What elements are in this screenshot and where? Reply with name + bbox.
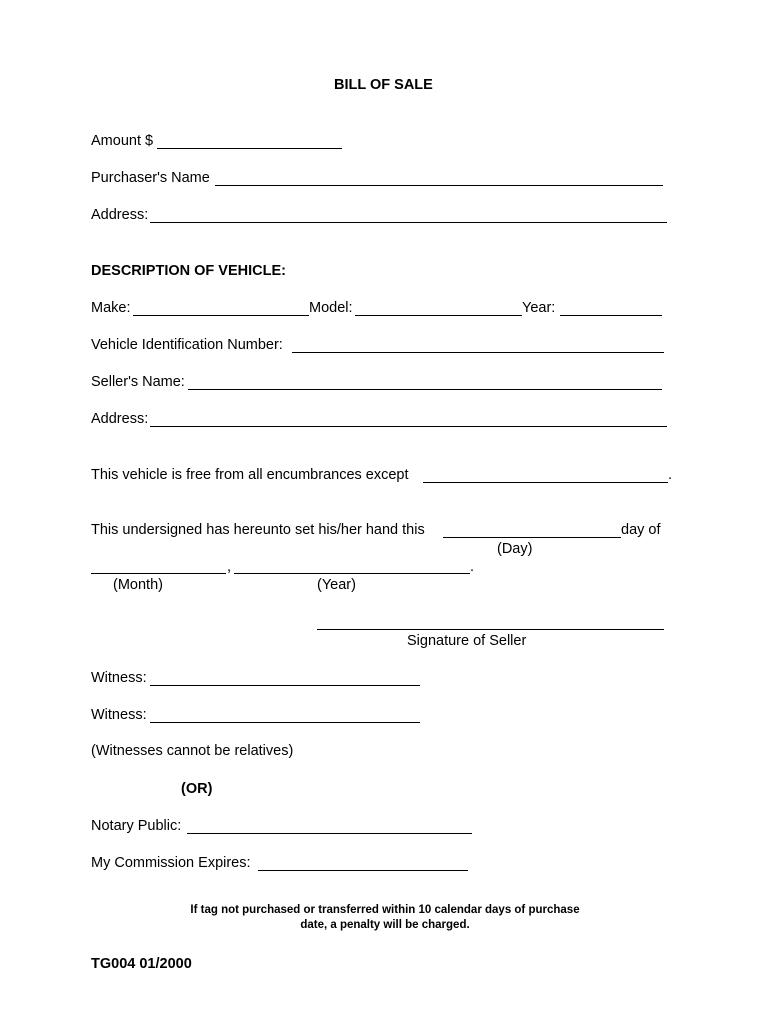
signature-caption: Signature of Seller — [407, 633, 527, 649]
amount-label: Amount $ — [91, 133, 154, 149]
commission-expires-label: My Commission Expires: — [91, 855, 251, 871]
purchaser-address-label: Address: — [91, 207, 149, 223]
witness-note: (Witnesses cannot be relatives) — [91, 743, 294, 759]
year-date-field[interactable] — [234, 573, 470, 574]
make-field[interactable] — [133, 315, 309, 316]
seller-address-field[interactable] — [150, 426, 667, 427]
purchaser-name-field[interactable] — [215, 185, 663, 186]
attestation-text: This undersigned has hereunto set his/her hand this — [91, 522, 425, 538]
witness-2-field[interactable] — [150, 722, 420, 723]
date-comma: , — [227, 559, 232, 575]
vin-label: Vehicle Identification Number: — [91, 337, 283, 353]
year-caption: (Year) — [317, 577, 356, 593]
witness-1-label: Witness: — [91, 670, 147, 686]
notary-public-field[interactable] — [187, 833, 472, 834]
day-field[interactable] — [443, 537, 621, 538]
form-id: TG004 01/2000 — [91, 956, 192, 972]
or-text: (OR) — [181, 781, 213, 797]
penalty-notice-line-2: date, a penalty will be charged. — [300, 919, 470, 931]
encumbrance-text: This vehicle is free from all encumbrances except — [91, 467, 409, 483]
witness-1-field[interactable] — [150, 685, 420, 686]
month-field[interactable] — [91, 573, 226, 574]
page-title: BILL OF SALE — [334, 77, 433, 93]
year-label: Year: — [522, 300, 556, 316]
penalty-notice-line-1: If tag not purchased or transferred within 10 calendar days of purchase — [190, 904, 580, 916]
seller-address-label: Address: — [91, 411, 149, 427]
encumbrance-period: . — [668, 467, 673, 483]
day-of-text: day of — [621, 522, 661, 538]
date-period: . — [470, 559, 475, 575]
seller-signature-field[interactable] — [317, 629, 664, 630]
seller-name-field[interactable] — [188, 389, 662, 390]
purchaser-address-field[interactable] — [150, 222, 667, 223]
commission-expires-field[interactable] — [258, 870, 468, 871]
model-field[interactable] — [355, 315, 522, 316]
amount-field[interactable] — [157, 148, 342, 149]
model-label: Model: — [309, 300, 353, 316]
day-caption: (Day) — [497, 541, 533, 557]
year-field[interactable] — [560, 315, 662, 316]
encumbrance-field[interactable] — [423, 482, 668, 483]
month-caption: (Month) — [113, 577, 163, 593]
seller-name-label: Seller's Name: — [91, 374, 185, 390]
vehicle-description-heading: DESCRIPTION OF VEHICLE: — [91, 263, 286, 279]
notary-public-label: Notary Public: — [91, 818, 182, 834]
make-label: Make: — [91, 300, 131, 316]
vin-field[interactable] — [292, 352, 664, 353]
purchaser-name-label: Purchaser's Name — [91, 170, 210, 186]
witness-2-label: Witness: — [91, 707, 147, 723]
